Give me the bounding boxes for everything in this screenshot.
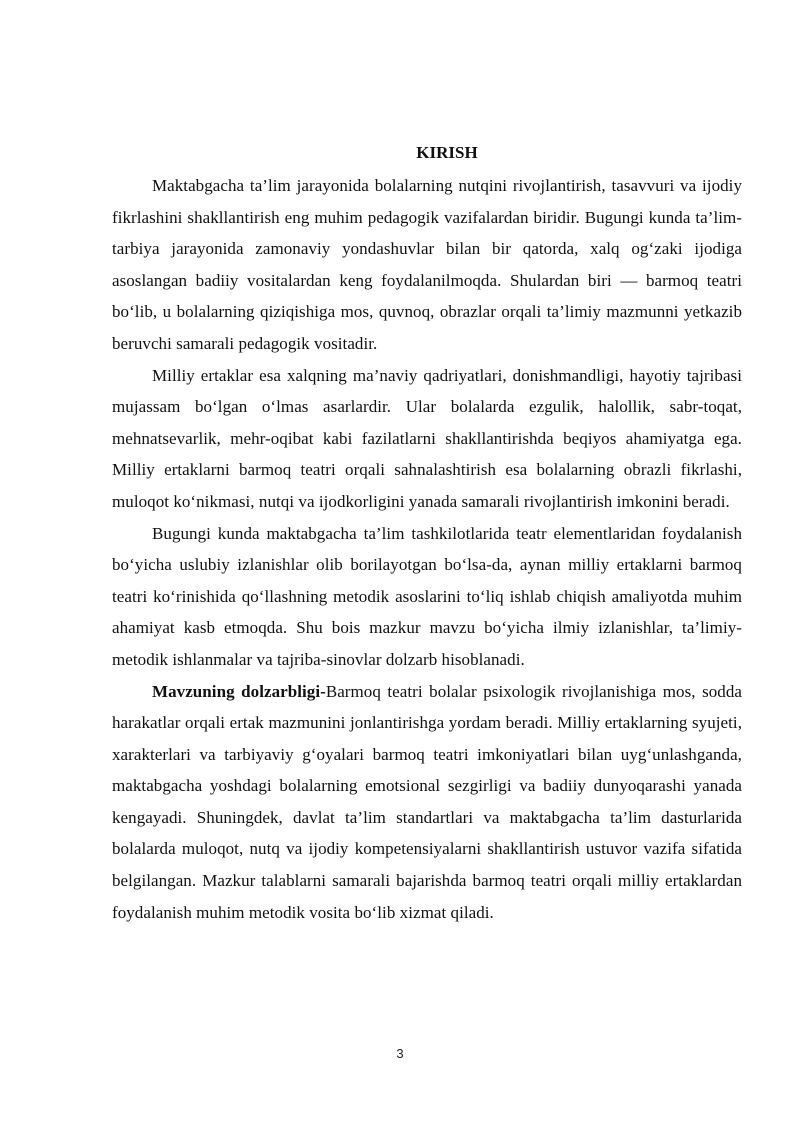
paragraph-text: Bugungi kunda maktabgacha ta’lim tashkilotlarida teatr elementlaridan foydalanish bo‘yicha uslubiy izlanishlar olib borilayotgan bo‘lsa-da, aynan milliy ertaklarni barmoq teatri ko‘rinishida qo‘llashning metodik asoslarini to‘liq ishlab chiqish amaliyotda muhim ahamiyat kasb etmoqda. Shu bois mazkur mavzu bo‘yicha ilmiy izlanishlar, ta’limiy-metodik ishlanmalar va tajriba-sinovlar dolzarb hisoblanadi.: [112, 523, 742, 669]
paragraph-2: [112, 360, 742, 518]
paragraph-4: [112, 676, 742, 929]
paragraph-3: [112, 518, 742, 676]
paragraph-1: [112, 170, 742, 360]
section-heading: KIRISH: [416, 143, 478, 162]
document-page: [112, 140, 742, 928]
paragraph-text: Barmoq teatri bolalar psixologik rivojlanishiga mos, sodda harakatlar orqali ertak mazmunini jonlantirishga yordam beradi. Milliy ertaklarning syujeti, xarakterlari va tarbiyaviy g‘oyalari barmoq teatri imkoniyatlari bilan uyg‘unlashganda, maktabgacha yoshdagi bolalarning emotsional sezgirligi va badiiy dunyoqarashi yanada kengayadi. Shuningdek, davlat ta’lim standartlari va maktabgacha ta’lim dasturlarida bolalarda muloqot, nutq va ijodiy kompetensiyalarni shakllantirish ustuvor vazifa sifatida belgilangan. Mazkur talablarni samarali bajarishda barmoq teatri orqali milliy ertaklardan foydalanish muhim metodik vosita bo‘lib xizmat qiladi.: [112, 681, 742, 922]
paragraph-text: Milliy ertaklar esa xalqning ma’naviy qadriyatlari, donishmandligi, hayotiy tajribasi mujassam bo‘lgan o‘lmas asarlardir. Ular bolalarda ezgulik, halollik, sabr-toqat, mehnatsevarlik, mehr-oqibat kabi fazilatlarni shakllantirishda beqiyos ahamiyatga ega. Milliy ertaklarni barmoq teatri orqali sahnalashtirish esa bolalarning obrazli fikrlashi, muloqot ko‘nikmasi, nutqi va ijodkorligini yanada samarali rivojlantirish imkonini beradi.: [112, 365, 742, 511]
page-number: 3: [396, 1046, 404, 1061]
paragraph-bold-lead: Mavzuning dolzarbligi-: [152, 681, 326, 701]
paragraph-text: Maktabgacha ta’lim jarayonida bolalarning nutqini rivojlantirish, tasavvuri va ijodiy fikrlashini shakllantirish eng muhim pedagogik vazifalardan biridir. Bugungi kunda ta’lim-tarbiya jarayonida zamonaviy yondashuvlar bilan bir qatorda, xalq og‘zaki ijodiga asoslangan badiiy vositalardan keng foydalanilmoqda. Shulardan biri — barmoq teatri bo‘lib, u bolalarning qiziqishiga mos, quvnoq, obrazlar orqali ta’limiy mazmunni yetkazib beruvchi samarali pedagogik vositadir.: [112, 176, 742, 353]
